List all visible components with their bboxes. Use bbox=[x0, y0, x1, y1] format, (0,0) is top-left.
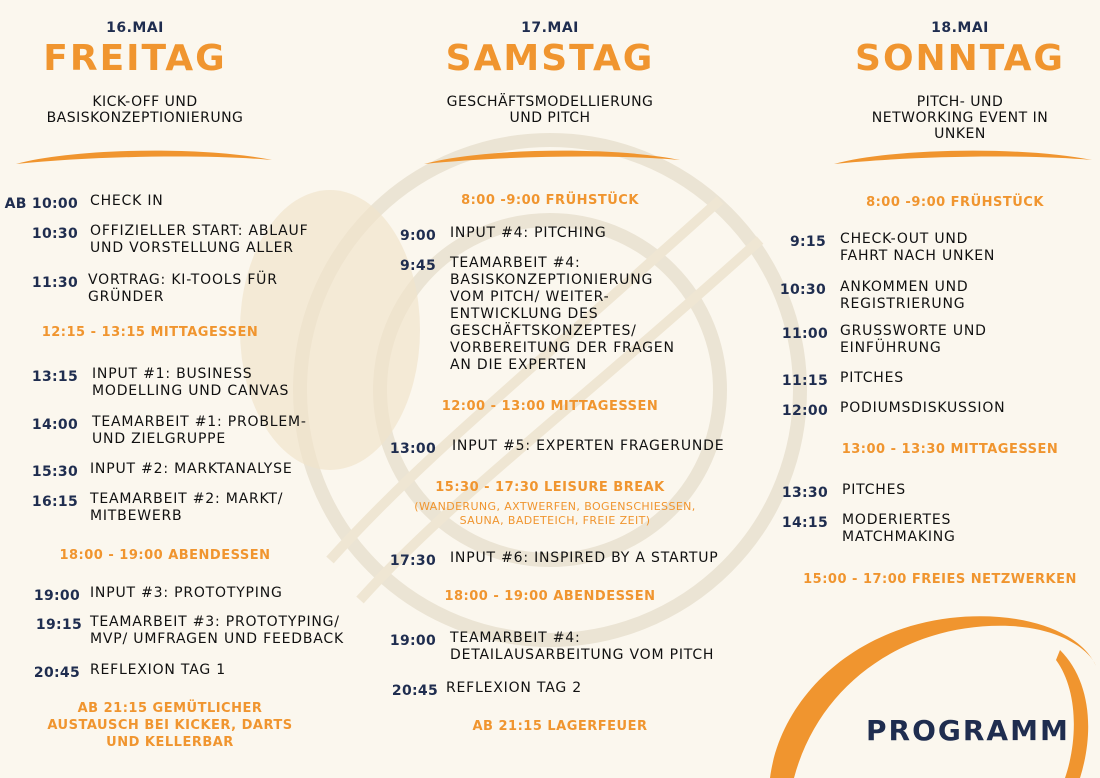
schedule-time: 17:30 bbox=[389, 553, 436, 569]
schedule-item bbox=[0, 491, 283, 525]
schedule-time: 19:15 bbox=[35, 617, 82, 633]
schedule-item bbox=[770, 482, 906, 502]
schedule-text: INPUT #5: EXPERTEN FRAGERUNDE bbox=[452, 438, 725, 454]
day-name: SAMSTAG bbox=[445, 38, 655, 79]
schedule-item bbox=[770, 231, 995, 265]
meal-break: 13:00 - 13:30 MITTAGESSEN bbox=[841, 442, 1059, 457]
day-subtitle: PITCH- UND NETWORKING EVENT IN UNKEN bbox=[871, 94, 1049, 142]
schedule-text: VORTRAG: KI-TOOLS FÜR GRÜNDER bbox=[88, 272, 278, 305]
schedule-text: TEAMARBEIT #4: DETAILAUSARBEITUNG VOM PITCH bbox=[450, 630, 715, 663]
schedule-text: REFLEXION TAG 2 bbox=[446, 680, 582, 696]
leisure-break: 15:30 - 17:30 LEISURE BREAK bbox=[435, 480, 665, 495]
schedule-item bbox=[770, 512, 956, 546]
meal-break: 8:00 -9:00 FRÜHSTÜCK bbox=[461, 193, 639, 208]
day-date: 17.MAI bbox=[521, 20, 579, 36]
schedule-item bbox=[770, 323, 987, 357]
schedule-item bbox=[770, 370, 904, 390]
meal-break: 8:00 -9:00 FRÜHSTÜCK bbox=[866, 195, 1044, 210]
schedule-item bbox=[380, 680, 582, 700]
meal-break: 18:00 - 19:00 ABENDESSEN bbox=[59, 548, 271, 563]
day-name: SONNTAG bbox=[855, 38, 1065, 79]
schedule-text: PITCHES bbox=[840, 370, 904, 386]
schedule-time: 11:15 bbox=[781, 373, 828, 389]
schedule-item bbox=[770, 400, 1005, 420]
schedule-item bbox=[0, 366, 289, 400]
schedule-text: REFLEXION TAG 1 bbox=[90, 662, 226, 678]
schedule-item bbox=[380, 630, 714, 664]
networking-break: 15:00 - 17:00 FREIES NETZWERKEN bbox=[803, 572, 1077, 587]
schedule-item bbox=[380, 255, 675, 374]
schedule-time: 13:30 bbox=[781, 485, 828, 501]
schedule-item bbox=[0, 414, 307, 448]
schedule-text: ANKOMMEN UND REGISTRIERUNG bbox=[840, 279, 969, 312]
schedule-item bbox=[0, 614, 344, 648]
schedule-time: AB 10:00 bbox=[4, 196, 78, 212]
schedule-item bbox=[380, 550, 719, 570]
schedule-item bbox=[380, 225, 607, 245]
schedule-time: 13:15 bbox=[31, 369, 78, 385]
program-title: PROGRAMM bbox=[866, 714, 1070, 747]
schedule-time: 14:00 bbox=[31, 417, 78, 433]
schedule-item bbox=[380, 438, 724, 458]
schedule-text: CHECK IN bbox=[90, 193, 164, 209]
schedule-item bbox=[770, 279, 969, 313]
schedule-text: INPUT #4: PITCHING bbox=[450, 225, 607, 241]
evening-program: AB 21:15 GEMÜTLICHER AUSTAUSCH BEI KICKER, DARTS UND KELLERBAR bbox=[47, 701, 293, 750]
schedule-time: 14:15 bbox=[781, 515, 828, 531]
schedule-item bbox=[0, 461, 293, 481]
schedule-text: GRUSSWORTE UND EINFÜHRUNG bbox=[840, 323, 987, 356]
schedule-time: 15:30 bbox=[31, 464, 78, 480]
leisure-break-details: (WANDERUNG, AXTWERFEN, BOGENSCHIESSEN, SAUNA, BADETEICH, FREIE ZEIT) bbox=[414, 500, 696, 527]
brush-stroke-divider bbox=[832, 146, 1094, 170]
schedule-text: TEAMARBEIT #2: MARKT/ MITBEWERB bbox=[90, 491, 284, 524]
schedule-text: TEAMARBEIT #3: PROTOTYPING/ MVP/ UMFRAGEN UND FEEDBACK bbox=[90, 614, 344, 647]
schedule-time: 12:00 bbox=[781, 403, 828, 419]
schedule-text: INPUT #1: BUSINESS MODELLING UND CANVAS bbox=[92, 366, 290, 399]
schedule-time: 9:15 bbox=[789, 234, 826, 250]
schedule-time: 11:00 bbox=[781, 326, 828, 342]
brush-stroke-divider bbox=[422, 146, 682, 170]
schedule-time: 20:45 bbox=[391, 683, 438, 699]
schedule-time: 20:45 bbox=[33, 665, 80, 681]
day-date: 18.MAI bbox=[931, 20, 989, 36]
schedule-text: INPUT #6: INSPIRED BY A STARTUP bbox=[450, 550, 719, 566]
day-subtitle: KICK-OFF UND BASISKONZEPTIONIERUNG bbox=[46, 94, 244, 126]
schedule-text: OFFIZIELLER START: ABLAUF UND VORSTELLUNG ALLER bbox=[90, 223, 309, 256]
schedule-time: 9:00 bbox=[399, 228, 436, 244]
day-subtitle: GESCHÄFTSMODELLIERUNG UND PITCH bbox=[446, 94, 654, 126]
schedule-text: TEAMARBEIT #4: BASISKONZEPTIONIERUNG VOM PITCH/ WEITER- ENTWICKLUNG DES GESCHÄFTSKONZEPTES/ VORBEREITUNG DER FRAGEN AN DIE EXPERTEN bbox=[450, 255, 675, 373]
meal-break: 12:00 - 13:00 MITTAGESSEN bbox=[441, 399, 659, 414]
schedule-item bbox=[0, 585, 283, 605]
schedule-text: INPUT #2: MARKTANALYSE bbox=[90, 461, 293, 477]
brush-swirl-decoration bbox=[760, 610, 1100, 778]
schedule-text: CHECK-OUT UND FAHRT NACH UNKEN bbox=[840, 231, 996, 264]
schedule-time: 10:30 bbox=[779, 282, 826, 298]
schedule-time: 11:30 bbox=[31, 275, 78, 291]
schedule-time: 9:45 bbox=[399, 258, 436, 274]
evening-program: AB 21:15 LAGERFEUER bbox=[472, 719, 648, 734]
schedule-text: INPUT #3: PROTOTYPING bbox=[90, 585, 283, 601]
meal-break: 18:00 - 19:00 ABENDESSEN bbox=[444, 589, 656, 604]
brush-stroke-divider bbox=[14, 146, 274, 170]
day-date: 16.MAI bbox=[106, 20, 164, 36]
schedule-item bbox=[0, 272, 278, 306]
day-name: FREITAG bbox=[43, 38, 227, 79]
schedule-time: 10:30 bbox=[31, 226, 78, 242]
meal-break: 12:15 - 13:15 MITTAGESSEN bbox=[41, 325, 259, 340]
schedule-text: PITCHES bbox=[842, 482, 906, 498]
schedule-time: 13:00 bbox=[389, 441, 436, 457]
schedule-time: 19:00 bbox=[33, 588, 80, 604]
schedule-text: TEAMARBEIT #1: PROBLEM- UND ZIELGRUPPE bbox=[92, 414, 307, 447]
schedule-item bbox=[0, 223, 308, 257]
schedule-text: MODERIERTES MATCHMAKING bbox=[842, 512, 956, 545]
schedule-text: PODIUMSDISKUSSION bbox=[840, 400, 1006, 416]
schedule-item bbox=[0, 193, 164, 213]
schedule-time: 19:00 bbox=[389, 633, 436, 649]
schedule-item bbox=[0, 662, 226, 682]
schedule-time: 16:15 bbox=[31, 494, 78, 510]
